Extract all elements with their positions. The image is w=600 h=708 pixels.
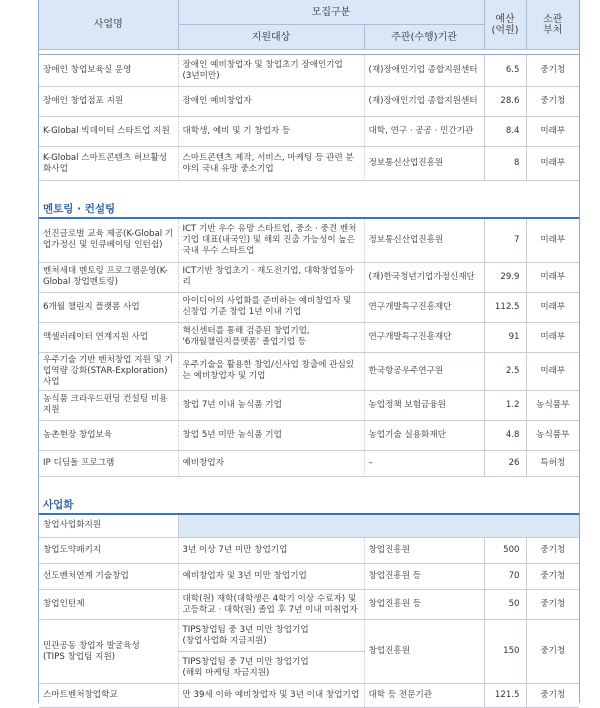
program-name: 창업인턴제 — [39, 590, 178, 620]
lead-agency: 창업진흥원 등 — [364, 590, 484, 620]
lead-agency: 연구개발특구진흥재단 — [364, 292, 484, 322]
header-target: 지원대상 — [178, 25, 364, 50]
program-name: 스마트벤처창업학교 — [39, 684, 178, 708]
budget-value: 4.8 — [484, 420, 526, 450]
support-target: 예비창업자 및 3년 미만 창업기업 — [178, 564, 364, 590]
support-target: 만 39세 이하 예비창업자 및 3년 이내 창업기업 — [178, 684, 364, 708]
budget-value: 1.2 — [484, 390, 526, 420]
table-row — [39, 684, 579, 708]
budget-value: 112.5 — [484, 292, 526, 322]
lead-agency: 농업기술 실용화재단 — [364, 420, 484, 450]
program-table — [39, 0, 579, 708]
table-row — [39, 390, 579, 420]
program-name: 장애인 창업점포 지원 — [39, 87, 178, 117]
lead-agency: 창업진흥원 — [364, 620, 484, 684]
program-name: 6개월 챌린지 플랫폼 사업 — [39, 292, 178, 322]
support-target: 우주기술을 활용한 창업/신사업 창출에 관심있는 예비창업자 및 기업 — [178, 352, 364, 390]
program-table-sheet — [38, 0, 580, 703]
ministry-name: 미래부 — [526, 352, 579, 390]
ministry-name: 중기청 — [526, 684, 579, 708]
support-target: 예비창업자 — [178, 450, 364, 476]
group-fill — [178, 514, 579, 538]
lead-agency: 정보통신산업진흥원 — [364, 218, 484, 262]
program-name: K-Global 스마트콘텐츠 허브활성화사업 — [39, 147, 178, 181]
program-name: IP 디딤돌 프로그램 — [39, 450, 178, 476]
ministry-name: 농식품부 — [526, 390, 579, 420]
table-row — [39, 352, 579, 390]
ministry-name: 중기청 — [526, 620, 579, 684]
ministry-name: 중기청 — [526, 564, 579, 590]
table-row — [39, 117, 579, 147]
table-row — [39, 590, 579, 620]
program-name: 벤처세대 멘토링 프로그램운영(K-Global 창업멘토링) — [39, 262, 178, 292]
support-target: 혁신센터를 통해 검증된 창업기업, '6개월챌린지플랫폼' 졸업기업 등 — [178, 322, 364, 352]
lead-agency: 대학 등 전문기관 — [364, 684, 484, 708]
ministry-name: 미래부 — [526, 292, 579, 322]
budget-value: 8.4 — [484, 117, 526, 147]
support-target: 아이디어의 사업화를 준비하는 예비창업자 및 신창업 기준 창업 1년 이내 기업 — [178, 292, 364, 322]
support-target: 장애인 예비창업자 — [178, 87, 364, 117]
table-row — [39, 87, 579, 117]
program-name: 선도벤처연계 기술창업 — [39, 564, 178, 590]
budget-value: 7 — [484, 218, 526, 262]
ministry-name: 중기청 — [526, 590, 579, 620]
ministry-name: 농식품부 — [526, 420, 579, 450]
lead-agency: (재)장애인기업 종합지원센터 — [364, 87, 484, 117]
section-title: 사업화 — [43, 498, 74, 511]
table-row — [39, 450, 579, 476]
budget-value: 500 — [484, 538, 526, 564]
program-name: 우주기술 기반 벤처창업 지원 및 기업역량 강화(STAR-Exploration)사업 — [39, 352, 178, 390]
support-target: ICT 기반 우수 유망 스타트업, 중소 · 중견 벤처기업 대표(내국인) 및 해외 진출 가능성이 높은 국내 우수 스타트업 — [178, 218, 364, 262]
lead-agency: 농업정책 보험금융원 — [364, 390, 484, 420]
lead-agency: 한국항공우주연구원 — [364, 352, 484, 390]
table-row — [39, 564, 579, 590]
table-row — [39, 147, 579, 181]
budget-value: 28.6 — [484, 87, 526, 117]
header-budget: 예산 (억원) — [484, 0, 526, 50]
support-target: TIPS창업팀 중 3년 미만 창업기업 (창업사업화 지금지원) — [178, 620, 364, 652]
lead-agency: 정보통신산업진흥원 — [364, 147, 484, 181]
support-target: 대학생, 예비 및 기 창업자 등 — [178, 117, 364, 147]
support-target: 스마트콘텐츠 제작, 서비스, 마케팅 등 관련 분야의 국내 유망 중소기업 — [178, 147, 364, 181]
lead-agency: 연구개발특구진흥재단 — [364, 322, 484, 352]
budget-value: 91 — [484, 322, 526, 352]
lead-agency: (재)장애인기업 종합지원센터 — [364, 55, 484, 87]
ministry-name: 미래부 — [526, 262, 579, 292]
support-target: 장애인 예비창업자 및 창업초기 장애인기업 (3년미만) — [178, 55, 364, 87]
support-target: 대학(원) 재학(대학생은 4학기 이상 수료자) 및 고등학교 · 대학(원) 졸업 후 7년 이내 미취업자 — [178, 590, 364, 620]
program-name: K-Global 빅데이터 스타트업 지원 — [39, 117, 178, 147]
header-program: 사업명 — [39, 0, 178, 50]
ministry-name: 미래부 — [526, 117, 579, 147]
table-row — [39, 292, 579, 322]
ministry-name: 미래부 — [526, 147, 579, 181]
table-row — [39, 420, 579, 450]
program-name: 창업도약패키지 — [39, 538, 178, 564]
ministry-name: 중기청 — [526, 55, 579, 87]
program-name: 농촌현장 창업보육 — [39, 420, 178, 450]
lead-agency: 창업진흥원 — [364, 538, 484, 564]
ministry-name: 중기청 — [526, 538, 579, 564]
header-recruit: 모집구분 — [178, 0, 484, 25]
support-target: ICT기반 창업초기 · 재도전기업, 대학창업동아리 — [178, 262, 364, 292]
budget-value: 8 — [484, 147, 526, 181]
budget-value: 26 — [484, 450, 526, 476]
ministry-name: 특허청 — [526, 450, 579, 476]
budget-value: 50 — [484, 590, 526, 620]
budget-value: 6.5 — [484, 55, 526, 87]
budget-value: 2.5 — [484, 352, 526, 390]
section-header — [39, 191, 579, 218]
section-header — [39, 487, 579, 514]
lead-agency: 대학, 연구 · 공공 · 민간기관 — [364, 117, 484, 147]
program-name: 선진글로벌 교육 제공(K-Global 기업가정신 및 인큐베이팅 인턴쉽) — [39, 218, 178, 262]
support-target: 3년 이상 7년 미만 창업기업 — [178, 538, 364, 564]
budget-value: 150 — [484, 620, 526, 684]
header-agency: 주관(수행)기관 — [364, 25, 484, 50]
support-target: TIPS창업팀 중 7년 미만 창업기업 (해외 마케팅 자금지원) — [178, 652, 364, 684]
header-ministry: 소관 부처 — [526, 0, 579, 50]
support-target: 창업 5년 미만 농식품 기업 — [178, 420, 364, 450]
table-row — [39, 322, 579, 352]
program-name: 농식품 크라우드펀딩 컨설팅 비용 지원 — [39, 390, 178, 420]
ministry-name: 중기청 — [526, 87, 579, 117]
budget-value: 29.9 — [484, 262, 526, 292]
section-title: 멘토링 · 컨설팅 — [43, 203, 116, 215]
ministry-name: 미래부 — [526, 218, 579, 262]
table-row — [39, 262, 579, 292]
program-name: 장애인 창업보육실 운영 — [39, 55, 178, 87]
lead-agency: (재)한국청년기업가정신재단 — [364, 262, 484, 292]
group-label: 창업사업화지원 — [39, 514, 178, 538]
table-row — [39, 218, 579, 262]
budget-value: 70 — [484, 564, 526, 590]
table-row-tips — [39, 620, 579, 652]
table-row — [39, 538, 579, 564]
lead-agency: 창업진흥원 등 — [364, 564, 484, 590]
support-target: 창업 7년 이내 농식품 기업 — [178, 390, 364, 420]
program-name: 액셀러레이터 연계지원 사업 — [39, 322, 178, 352]
budget-value: 121.5 — [484, 684, 526, 708]
group-row — [39, 514, 579, 538]
table-row — [39, 55, 579, 87]
program-name: 민관공동 창업자 발굴육성 (TIPS 창업팀 지원) — [39, 620, 178, 684]
ministry-name: 미래부 — [526, 322, 579, 352]
lead-agency: – — [364, 450, 484, 476]
